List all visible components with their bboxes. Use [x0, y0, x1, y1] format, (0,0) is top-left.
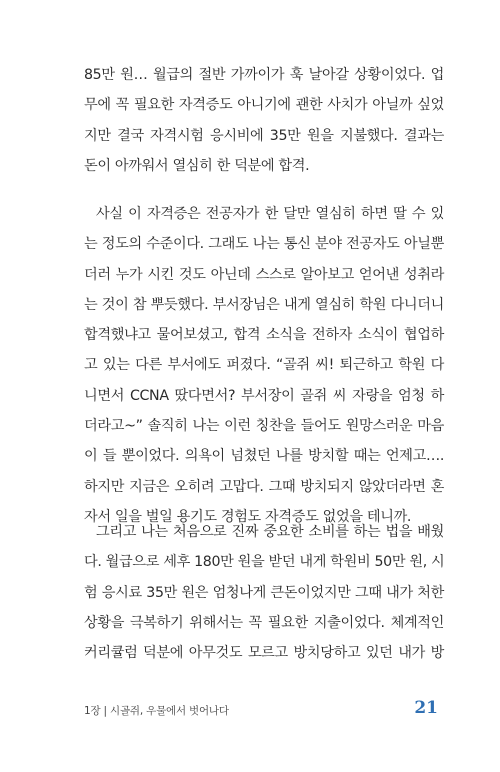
paragraph-1 — [84, 60, 444, 181]
paragraph-2 — [84, 199, 444, 532]
text-line: 사실 이 자격증은 전공자가 한 달만 열심히 하면 딸 수 있 — [96, 206, 444, 222]
text-line: 는 정도의 수준이다. 그래도 나는 통신 분야 전공자도 아닐뿐 — [84, 236, 444, 253]
text-line: 합격했냐고 물어보셨고, 합격 소식을 전하자 소식이 협업하 — [84, 327, 444, 344]
text-line: 험 응시료 35만 원은 엄청나게 큰돈이었지만 그때 내가 처한 — [84, 584, 444, 601]
text-line: 돈이 아까워서 열심히 한 덕분에 합격. — [84, 157, 310, 174]
paragraph-3 — [84, 517, 444, 668]
text-line: 85만 원… 월급의 절반 가까이가 훅 날아갈 상황이었다. 업 — [84, 67, 444, 83]
text-line: 무에 꼭 필요한 자격증도 아니기에 괜한 사치가 아닐까 싶었 — [84, 97, 444, 114]
text-line: 그리고 나는 처음으로 진짜 중요한 소비를 하는 법을 배웠 — [96, 524, 444, 540]
page-footer — [84, 698, 438, 722]
text-line: 더라고~” 솔직히 나는 이런 칭찬을 들어도 원망스러운 마음 — [84, 418, 444, 435]
page-number: 21 — [414, 698, 438, 718]
text-line: 다. 월급으로 세후 180만 원을 받던 내게 학원비 50만 원, 시 — [84, 554, 445, 571]
text-line: 이 들 뿐이었다. 의욕이 넘쳤던 나를 방치할 때는 언제고…. — [84, 448, 444, 465]
text-line: 커리큘럼 덕분에 아무것도 모르고 방치당하고 있던 내가 방 — [84, 645, 444, 662]
text-line: 더러 누가 시킨 것도 아닌데 스스로 알아보고 얻어낸 성취라 — [84, 266, 444, 283]
chapter-label: 1장 | 시골쥐, 우물에서 벗어나다 — [84, 705, 229, 717]
text-line: 는 것이 참 뿌듯했다. 부서장님은 내게 열심히 학원 다니더니 — [84, 296, 444, 313]
text-line: 상황을 극복하기 위해서는 꼭 필요한 지출이었다. 체계적인 — [84, 614, 444, 631]
text-line: 자서 일을 벌일 용기도 경험도 자격증도 없었을 테니까. — [84, 508, 412, 525]
text-line: 니면서 CCNA 땄다면서? 부서장이 골쥐 씨 자랑을 엄청 하 — [84, 387, 444, 404]
text-line: 고 있는 다른 부서에도 퍼졌다. “골쥐 씨! 퇴근하고 학원 다 — [84, 357, 444, 374]
text-line: 지만 결국 자격시험 응시비에 35만 원을 지불했다. 결과는 — [84, 127, 444, 144]
text-line: 하지만 지금은 오히려 고맙다. 그때 방치되지 않았더라면 혼 — [84, 478, 444, 495]
